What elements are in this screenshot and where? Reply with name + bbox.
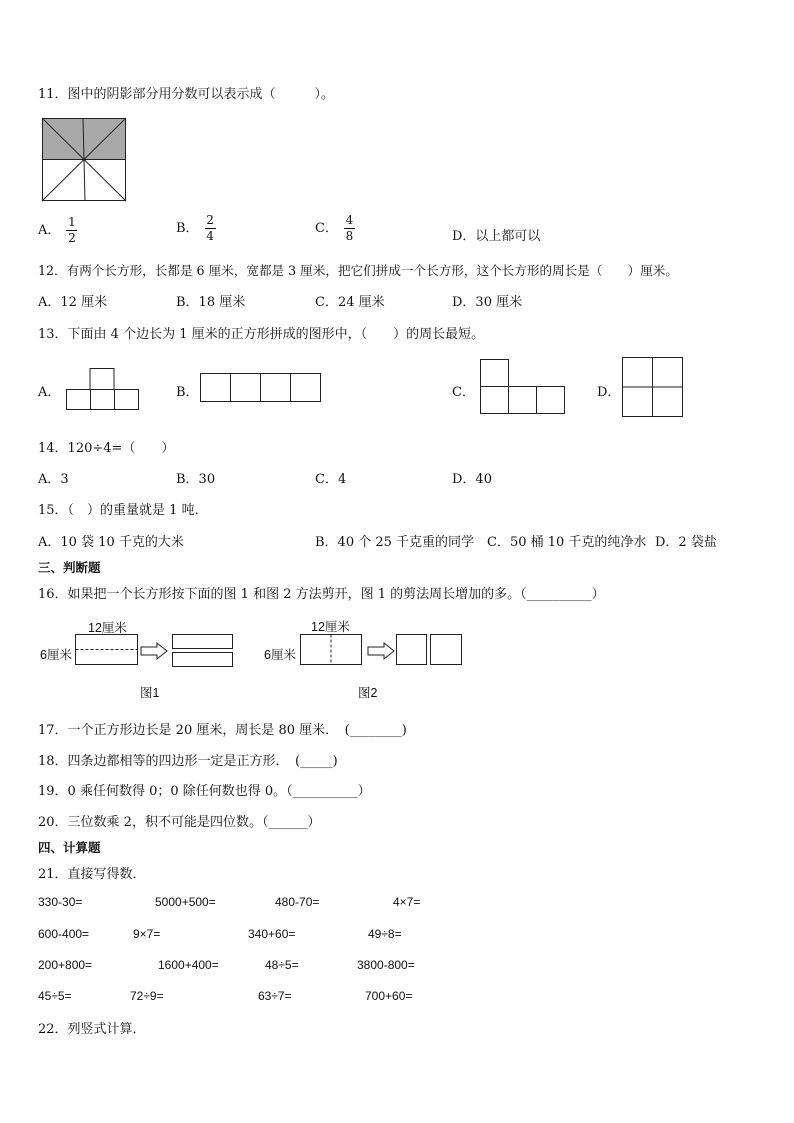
option-11-c[interactable]: C． $\frac{4}{8}$: [315, 213, 354, 243]
option-14-c[interactable]: C．4: [315, 472, 347, 487]
shape-c-figure: [480, 359, 566, 416]
question-12: 12．有两个长方形，长都是 6 厘米，宽都是 3 厘米，把它们拼成一个长方形，这个长方形的周长是（ ）厘米。: [38, 263, 678, 278]
question-15: 15．（ ）的重量就是 1 吨．: [38, 503, 208, 518]
calc-item: 48÷5=: [265, 958, 299, 972]
question-21: 21．直接写得数．: [38, 867, 146, 882]
option-12-a[interactable]: A．12 厘米: [38, 295, 108, 310]
shape-d-figure: [622, 357, 684, 418]
option-12-c[interactable]: C．24 厘米: [315, 295, 385, 310]
calc-item: 9×7=: [133, 927, 161, 941]
calc-item: 63÷7=: [258, 989, 292, 1003]
cut-figure-2: [300, 634, 465, 668]
calc-item: 700+60=: [365, 989, 413, 1003]
option-11-d[interactable]: D．以上都可以: [452, 229, 541, 244]
question-14: 14．120÷4=（ ）: [38, 441, 175, 456]
option-13-d[interactable]: D．: [597, 385, 621, 400]
option-13-a[interactable]: A．: [38, 385, 61, 400]
option-14-a[interactable]: A．3: [38, 472, 69, 487]
shape-a-figure: [66, 368, 140, 411]
shaded-square-figure: [42, 118, 127, 201]
shape-b-figure: [200, 373, 322, 403]
fig2-caption: 图2: [358, 686, 378, 700]
question-11: 11．图中的阴影部分用分数可以表示成（ ）。: [38, 87, 335, 102]
section-heading-judgement: 三、判断题: [38, 560, 101, 575]
fig1-caption: 图1: [140, 686, 160, 700]
fig2-length-label: 12厘米: [311, 620, 350, 634]
calc-item: 480-70=: [275, 895, 320, 909]
calc-item: 330-30=: [38, 895, 83, 909]
question-13: 13．下面由 4 个边长为 1 厘米的正方形拼成的图形中，（ ）的周长最短。: [38, 327, 485, 342]
question-22: 22．列竖式计算．: [38, 1022, 146, 1037]
section-heading-calculation: 四、计算题: [38, 840, 101, 855]
option-15-b[interactable]: B．40 个 25 千克重的同学: [315, 535, 475, 550]
fig1-length-label: 12厘米: [88, 621, 127, 635]
calc-item: 340+60=: [248, 927, 296, 941]
option-15-c[interactable]: C．50 桶 10 千克的纯净水: [487, 535, 647, 550]
option-11-a[interactable]: A． $\frac{1}{2}$: [38, 215, 76, 245]
calc-item: 5000+500=: [155, 895, 216, 909]
calc-item: 1600+400=: [158, 958, 219, 972]
option-15-d[interactable]: D．2 袋盐: [655, 535, 717, 550]
calc-item: 600-400=: [38, 927, 90, 941]
calc-item: 4×7=: [393, 895, 421, 909]
option-12-d[interactable]: D．30 厘米: [452, 295, 523, 310]
calc-item: 49÷8=: [368, 927, 402, 941]
question-19: 19．0 乘任何数得 0；0 除任何数也得 0。（__________）: [38, 784, 371, 799]
option-12-b[interactable]: B．18 厘米: [176, 295, 246, 310]
calc-item: 200+800=: [38, 958, 93, 972]
option-13-b[interactable]: B．: [176, 385, 199, 400]
option-14-d[interactable]: D．40: [452, 472, 492, 487]
cut-figure-1: [75, 634, 235, 670]
option-15-a[interactable]: A．10 袋 10 千克的大米: [38, 535, 184, 550]
calc-item: 3800-800=: [357, 958, 415, 972]
question-20: 20．三位数乘 2，积不可能是四位数。（______）: [38, 815, 321, 830]
option-11-b[interactable]: B． $\frac{2}{4}$: [176, 213, 214, 243]
calc-item: 45÷5=: [38, 989, 72, 1003]
question-18: 18．四条边都相等的四边形一定是正方形． (_____): [38, 754, 338, 769]
option-14-b[interactable]: B．30: [176, 472, 216, 487]
question-17: 17．一个正方形边长是 20 厘米，周长是 80 厘米． (________): [38, 723, 407, 738]
fig1-width-label: 6厘米: [40, 648, 72, 662]
option-13-c[interactable]: C．: [452, 385, 475, 400]
calc-item: 72÷9=: [130, 989, 164, 1003]
fig2-width-label: 6厘米: [264, 648, 296, 662]
question-16: 16．如果把一个长方形按下面的图 1 和图 2 方法剪开，图 1 的剪法周长增加的多。（__________）: [38, 587, 605, 602]
